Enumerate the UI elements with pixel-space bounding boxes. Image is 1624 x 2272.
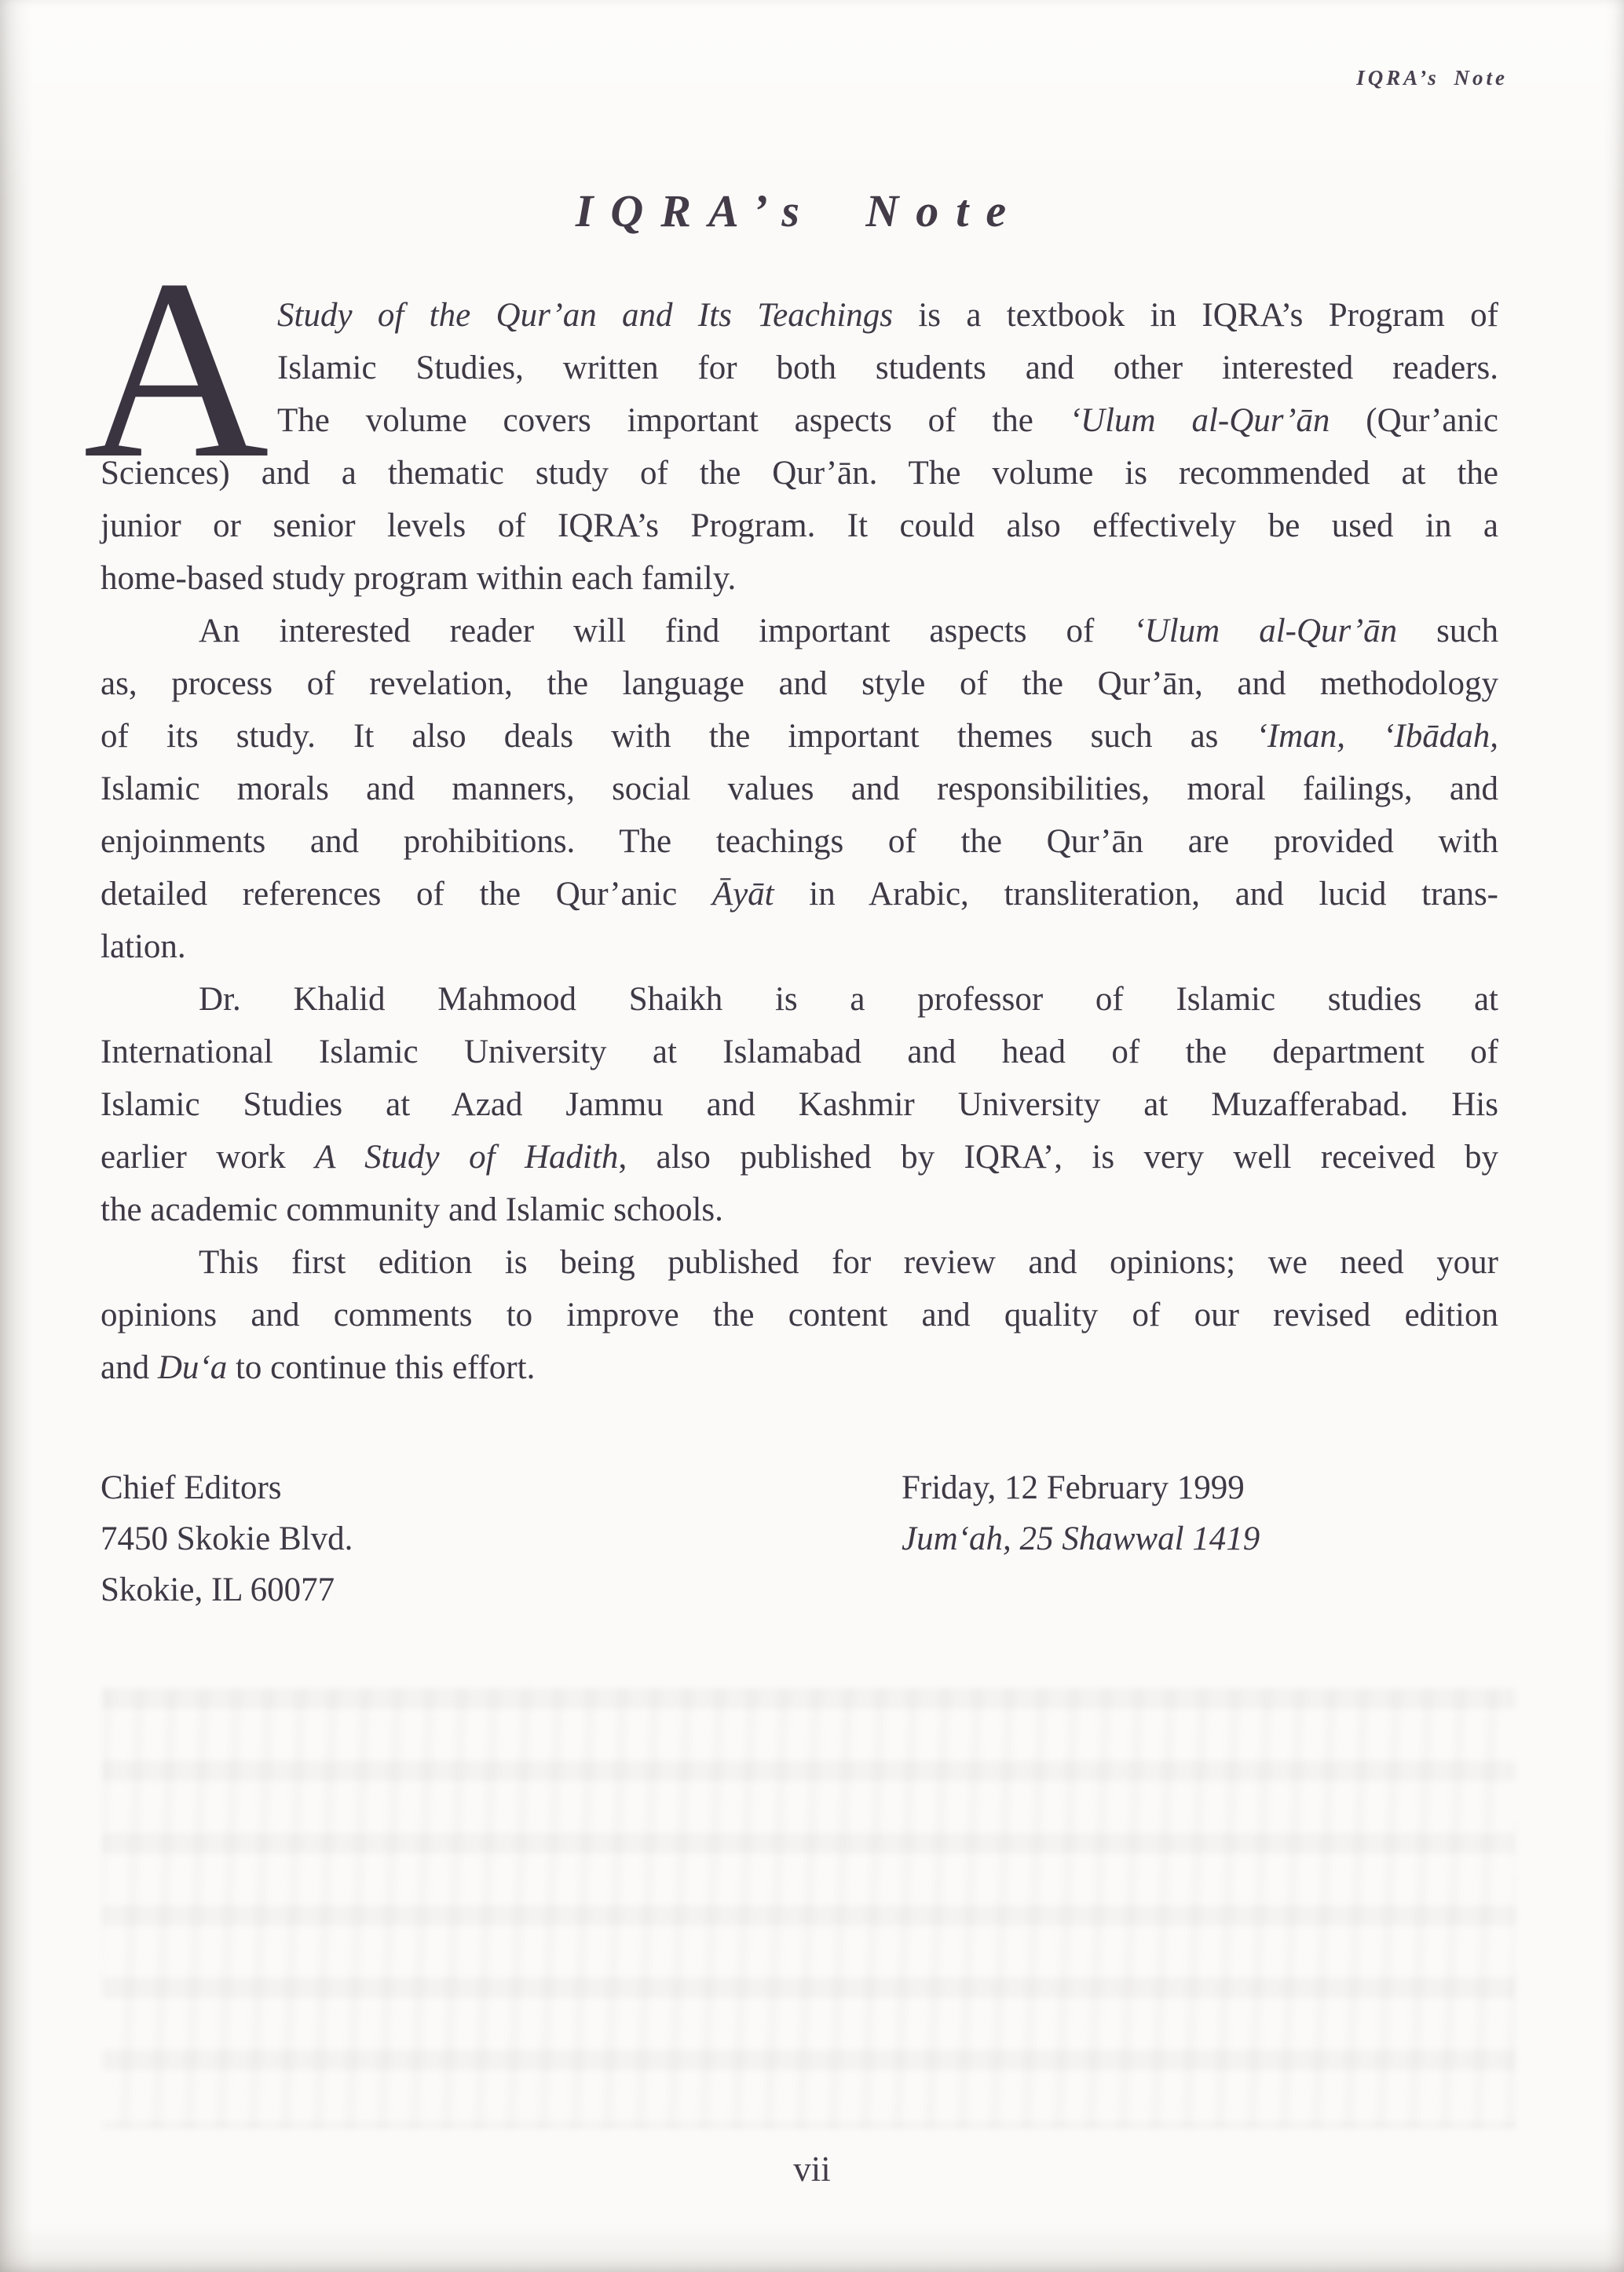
body-line <box>101 920 1498 973</box>
drop-cap-letter: A <box>83 226 269 511</box>
text-segment: , also published by IQRA’, is very well received by <box>618 1139 1499 1176</box>
text-segment: in Arabic, transliteration, and lucid trans- <box>774 876 1498 913</box>
body-line <box>101 1078 1498 1131</box>
text-segment: 7450 Skokie Blvd. <box>101 1520 353 1557</box>
body-line <box>101 1341 1498 1394</box>
body-line <box>101 710 1498 763</box>
text-segment: (Qur’anic <box>1330 402 1498 439</box>
text-segment: detailed references of the Qur’anic <box>101 876 712 913</box>
text-segment: opinions and comments to improve the content and quality of our revised edition <box>101 1297 1498 1334</box>
text-segment: enjoinments and prohibitions. The teachings of the Qur’ān are provided with <box>101 823 1498 860</box>
body-line <box>101 763 1498 815</box>
body-text <box>101 289 1498 1394</box>
text-segment: to continue this effort. <box>227 1349 536 1386</box>
text-segment: ‘Iman, ‘Ibādah, <box>1256 718 1498 755</box>
body-line <box>101 657 1498 710</box>
body-line <box>277 342 1498 394</box>
publisher-address <box>101 1462 353 1615</box>
text-segment: lation. <box>101 928 186 965</box>
body-line <box>101 868 1498 920</box>
text-segment: is a textbook in IQRA’s Program of <box>893 297 1498 334</box>
body-line <box>277 394 1498 447</box>
body-line <box>101 447 1498 499</box>
text-segment: junior or senior levels of IQRA’s Program. It could also effectively be used in a <box>101 507 1498 544</box>
text-segment: Du‘a <box>157 1349 228 1386</box>
text-segment: and <box>101 1349 158 1386</box>
body-line <box>277 289 1498 342</box>
text-segment: International Islamic University at Islamabad and head of the department of <box>101 1034 1498 1070</box>
body-line <box>101 605 1498 657</box>
date-line <box>902 1513 1260 1564</box>
body-line <box>101 1289 1498 1341</box>
body-line <box>101 1131 1498 1184</box>
running-head: IQRA’s Note <box>1356 66 1508 90</box>
page-title: IQRA’s Note <box>575 185 1024 236</box>
text-segment: Jum‘ah, 25 Shawwal 1419 <box>902 1520 1260 1557</box>
body-line <box>101 973 1498 1026</box>
text-segment: The volume covers important aspects of the <box>277 402 1070 439</box>
publication-dates <box>902 1462 1260 1564</box>
page-bleed-through-texture <box>102 1688 1516 2128</box>
body-line <box>101 1184 1498 1236</box>
text-segment: Chief Editors <box>101 1469 282 1506</box>
text-segment: An interested reader will find important aspects of <box>199 613 1134 649</box>
text-segment: such <box>1397 613 1498 649</box>
body-line <box>101 815 1498 868</box>
body-line <box>101 552 1498 605</box>
text-segment: the academic community and Islamic schools. <box>101 1191 723 1228</box>
address-line <box>101 1513 353 1564</box>
text-segment: Āyāt <box>711 876 774 913</box>
text-segment: as, process of revelation, the language and style of the Qur’ān, and methodology <box>101 665 1498 702</box>
body-line <box>101 499 1498 552</box>
text-segment: Skokie, IL 60077 <box>101 1571 335 1608</box>
date-line <box>902 1462 1260 1513</box>
text-segment: Islamic Studies, written for both students and other interested readers. <box>277 349 1498 386</box>
text-segment: ‘Ulum al-Qur’ān <box>1133 613 1398 649</box>
text-segment: Sciences) and a thematic study of the Qur’ān. The volume is recommended at the <box>101 455 1498 492</box>
address-line <box>101 1564 353 1615</box>
text-segment: Friday, 12 February 1999 <box>902 1469 1245 1506</box>
body-line <box>101 1236 1498 1289</box>
text-segment: earlier work <box>101 1139 316 1176</box>
text-segment: of its study. It also deals with the important themes such as <box>101 718 1256 755</box>
text-segment: Study of the Qur’an and Its Teachings <box>277 297 894 334</box>
page-number: vii <box>793 2149 831 2189</box>
text-segment: home-based study program within each family. <box>101 560 737 597</box>
text-segment: Islamic Studies at Azad Jammu and Kashmir University at Muzafferabad. His <box>101 1086 1498 1123</box>
text-segment: This first edition is being published for review and opinions; we need your <box>199 1244 1498 1281</box>
body-line <box>101 1026 1498 1078</box>
text-segment: Dr. Khalid Mahmood Shaikh is a professor of Islamic studies at <box>199 981 1498 1018</box>
address-line <box>101 1462 353 1513</box>
text-segment: A Study of Hadith <box>315 1139 619 1176</box>
text-segment: Islamic morals and manners, social values and responsibilities, moral failings, and <box>101 770 1498 807</box>
text-segment: ‘Ulum al-Qur’ān <box>1069 402 1330 439</box>
